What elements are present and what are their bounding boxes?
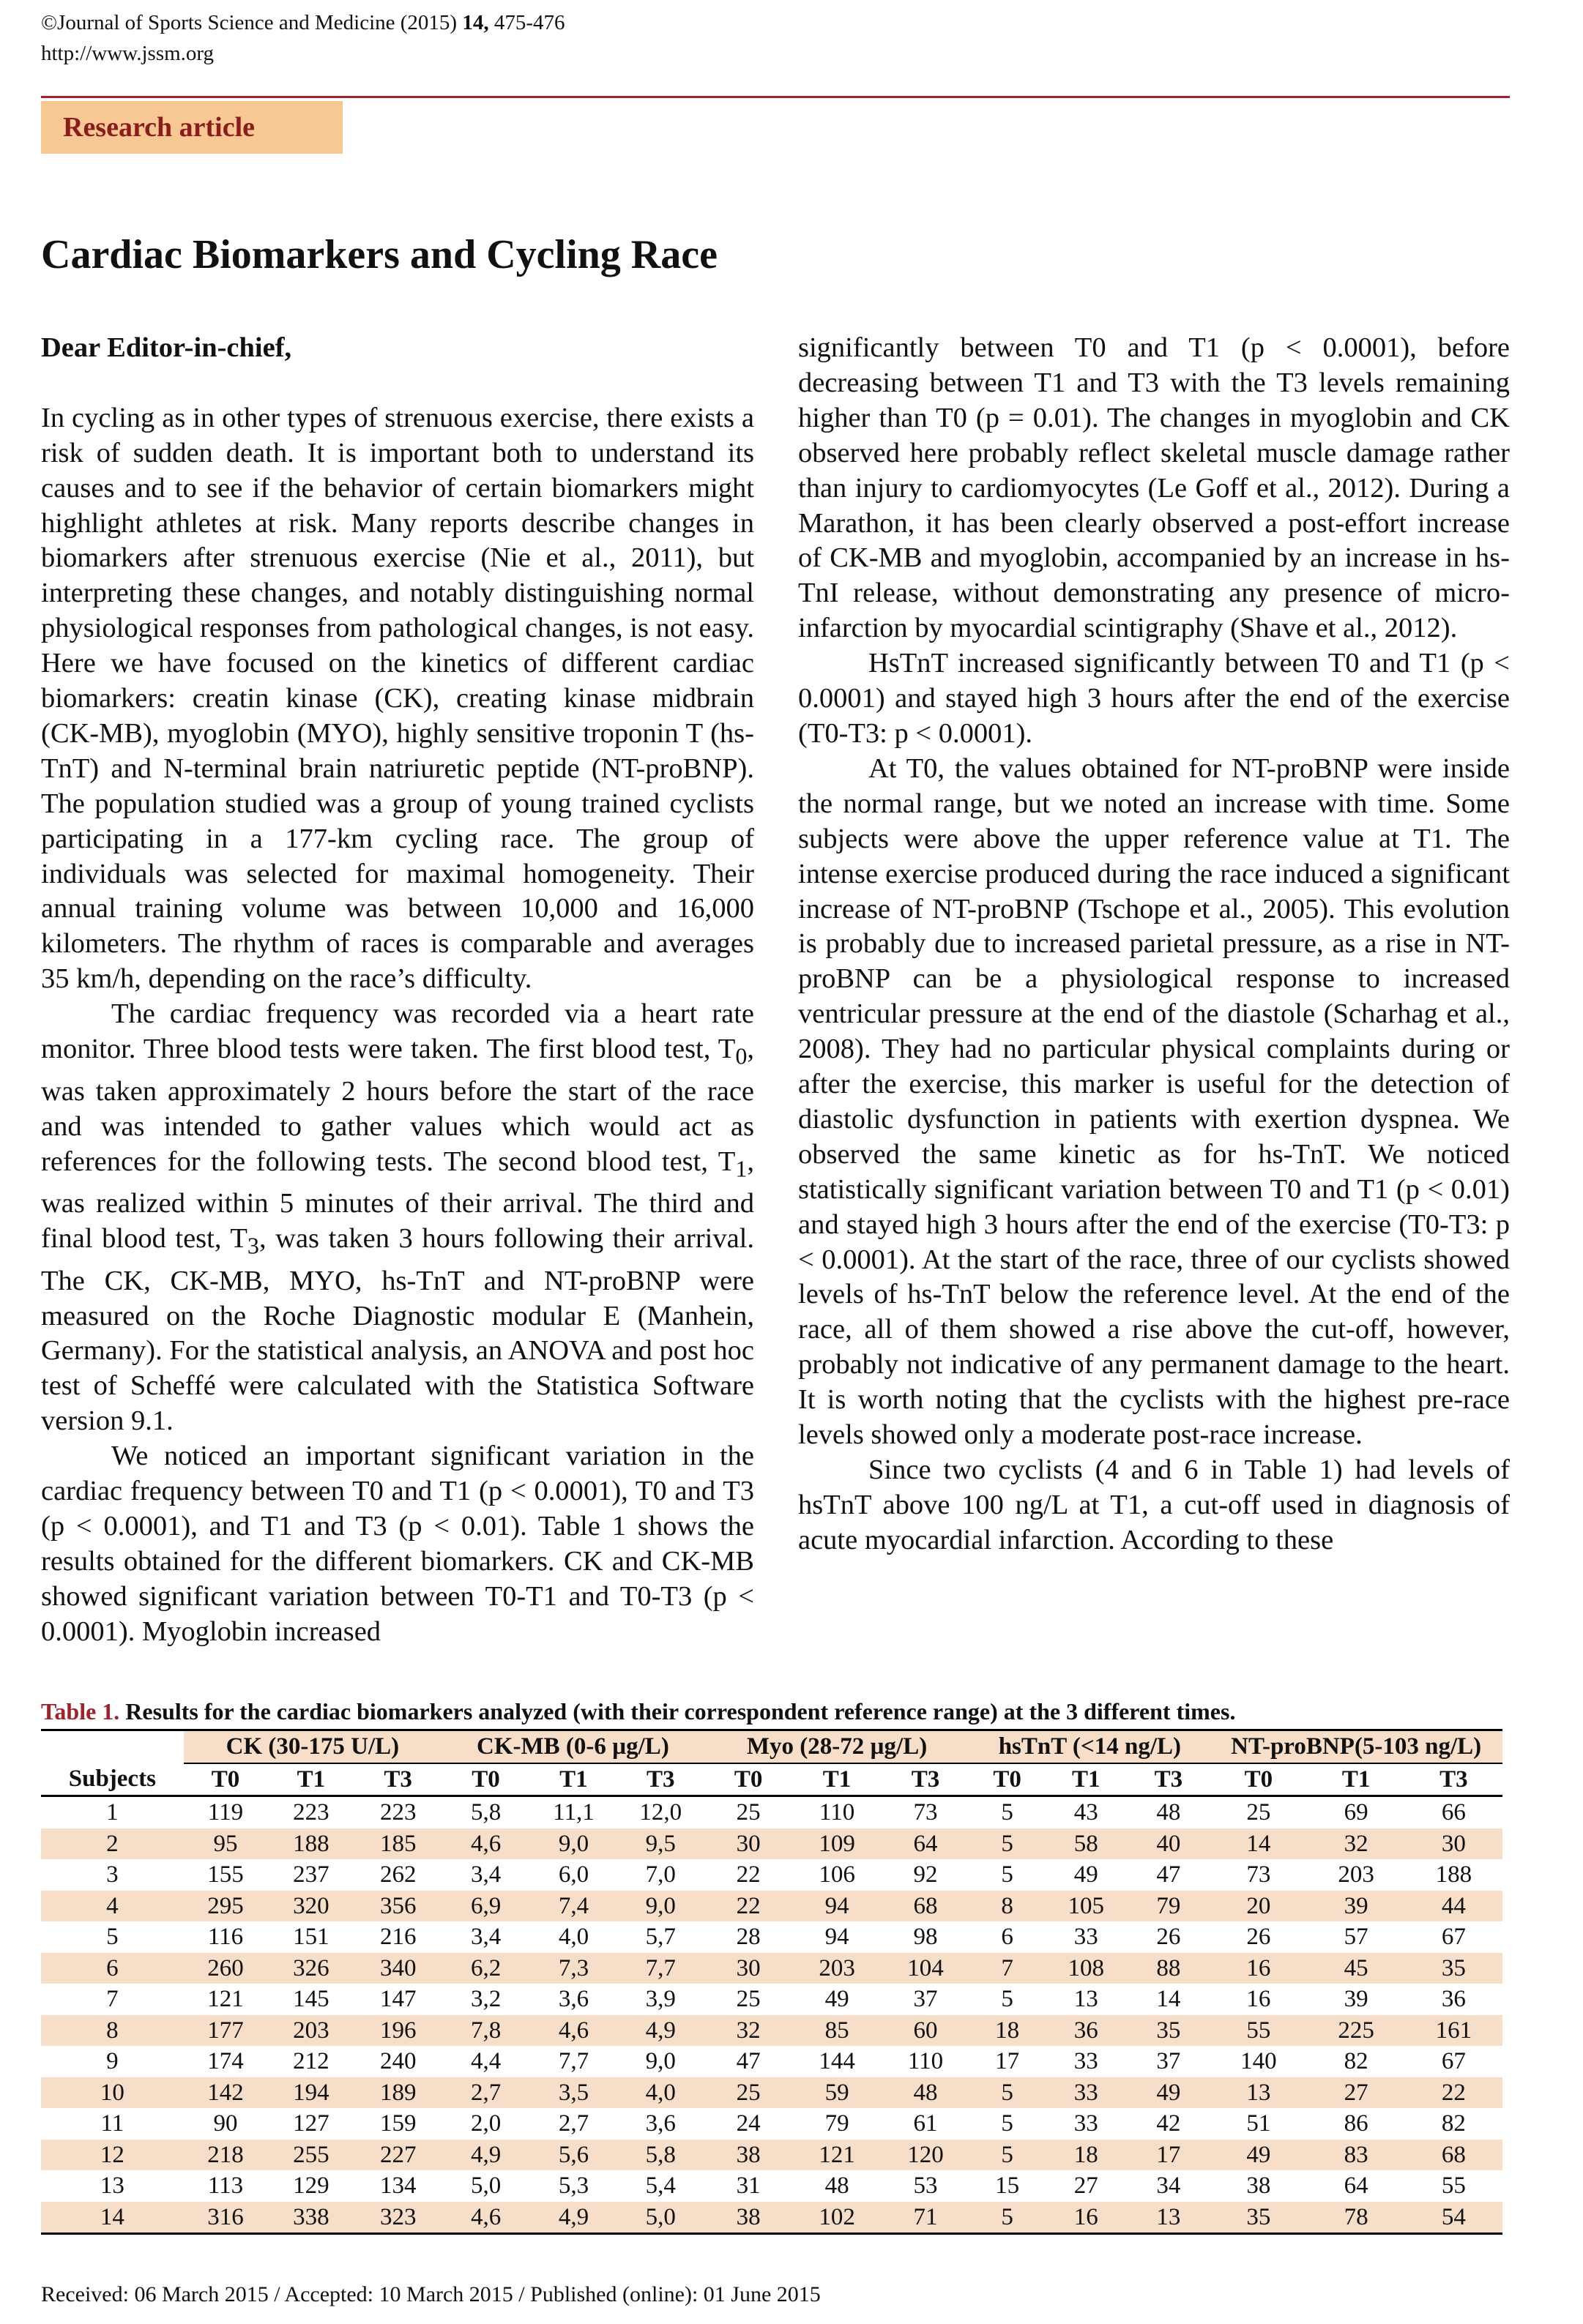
table-cell: 66 bbox=[1441, 1799, 1466, 1826]
table-cell: 25 bbox=[704, 2077, 793, 2109]
table-cell: 68 bbox=[882, 1891, 970, 1922]
table-cell: 194 bbox=[267, 2077, 354, 2109]
table-cell: 13 bbox=[1128, 2202, 1210, 2234]
column-header: T3 bbox=[1128, 1763, 1210, 1796]
table-cell: 7 bbox=[969, 1953, 1044, 1984]
table-cell: 5,7 bbox=[645, 1924, 676, 1951]
table-cell: 5 bbox=[969, 2077, 1044, 2109]
table-cell: 13 bbox=[1073, 1986, 1098, 2013]
table-cell: 340 bbox=[354, 1953, 442, 1984]
table-cell: 9,0 bbox=[617, 1891, 704, 1922]
table-cell: 147 bbox=[379, 1986, 417, 2013]
table-cell: 30 bbox=[1405, 1828, 1502, 1860]
table-cell: 31 bbox=[736, 2172, 761, 2200]
table-cell: 47 bbox=[736, 2048, 761, 2075]
table-cell: 2,0 bbox=[470, 2110, 502, 2137]
table-cell: 134 bbox=[379, 2172, 417, 2200]
table-cell: 225 bbox=[1307, 2015, 1404, 2047]
table-cell: 14 bbox=[1156, 1986, 1181, 2013]
table-cell: 5,8 bbox=[470, 1799, 502, 1826]
table-cell: 48 bbox=[882, 2077, 970, 2109]
table-cell: 260 bbox=[184, 1953, 268, 1984]
table-cell: 3,2 bbox=[470, 1986, 502, 2013]
column-header: Subjects bbox=[41, 1763, 184, 1796]
table-cell: 4,9 bbox=[617, 2015, 704, 2047]
column-header: T0 bbox=[442, 1763, 530, 1796]
table-cell: 33 bbox=[1073, 1924, 1098, 1951]
table-cell: 4,0 bbox=[617, 2077, 704, 2109]
table-cell: 188 bbox=[1435, 1861, 1472, 1888]
table-cell: 3,9 bbox=[645, 1986, 676, 2013]
paragraph: We noticed an important significant variation in the cardiac frequency between T0 and T1 (p < 0.0001), T0 and T3 (p < 0.0001), and T1 and T3 (p < 0.01). Table 1 shows the results obtained for the different biomarkers. CK and CK-MB showed significant variation between T0-T1 and T0-T3 (p < 0.0001). Myoglobin increased bbox=[41, 1441, 754, 1647]
paragraph: At T0, the values obtained for NT-proBNP were inside the normal range, but we noted an increase with time. Some subjects were above the upper reference value at T1. The intense exercise produced during the race induced a significant increase of NT-proBNP (Tschope et al., 2005). This evolution is probably due to increased parietal pressure, as a rise in NT-proBNP can be a physiological response to increased ventricular pressure at the end of the diastole (Scharhag et al., 2008). They had no particular physical complaints during or after the exercise, this marker is useful for the detection of diastolic dysfunction in patients with exertion dyspnea. We observed the same kinetic as for hs-TnT. We noticed statistically significant variation between T0 and T1 (p < 0.01) and stayed high 3 hours after the end of the exercise (T0-T3: p < 0.0001). At the start of the race, three of our cyclists showed levels of hs-TnT below the reference level. At the end of the race, all of them showed a rise above the cut-off, however, probably not indicative of any permanent damage to the heart. It is worth noting that the cyclists with the highest pre-race levels showed only a moderate post-race increase. bbox=[798, 752, 1510, 1451]
table-cell: 113 bbox=[207, 2172, 244, 2200]
column-header: T0 bbox=[1210, 1763, 1307, 1796]
table-cell: 188 bbox=[267, 1828, 354, 1860]
subject-id-cell: 10 bbox=[41, 2077, 184, 2109]
table-cell: 30 bbox=[704, 1953, 793, 1984]
table-cell: 35 bbox=[1210, 2202, 1307, 2234]
table-cell: 326 bbox=[267, 1953, 354, 1984]
table-cell: 320 bbox=[267, 1891, 354, 1922]
table-cell: 38 bbox=[704, 2140, 793, 2171]
table-cell: 9,5 bbox=[617, 1828, 704, 1860]
biomarker-table bbox=[41, 1729, 1502, 2235]
table-cell: 51 bbox=[1246, 2110, 1271, 2137]
table-cell: 212 bbox=[293, 2048, 329, 2075]
table-cell: 14 bbox=[1210, 1828, 1307, 1860]
table-cell: 106 bbox=[819, 1861, 855, 1888]
table-cell: 32 bbox=[704, 2015, 793, 2047]
table-cell: 86 bbox=[1344, 2110, 1368, 2137]
table-cell: 33 bbox=[1045, 2077, 1128, 2109]
table-cell: 295 bbox=[184, 1891, 268, 1922]
table-cell: 4,9 bbox=[442, 2140, 530, 2171]
column-header: T1 bbox=[530, 1763, 617, 1796]
column-header: T0 bbox=[184, 1763, 268, 1796]
left-column bbox=[41, 331, 754, 1650]
column-header: T3 bbox=[882, 1763, 970, 1796]
table-cell: 71 bbox=[882, 2202, 970, 2234]
table-cell: 338 bbox=[267, 2202, 354, 2234]
table-cell: 60 bbox=[882, 2015, 970, 2047]
table-cell: 119 bbox=[207, 1799, 244, 1826]
table-cell: 43 bbox=[1073, 1799, 1098, 1826]
table-cell: 39 bbox=[1344, 1986, 1368, 2013]
table-cell: 105 bbox=[1045, 1891, 1128, 1922]
table-cell: 5,8 bbox=[617, 2140, 704, 2171]
paragraph: Since two cyclists (4 and 6 in Table 1) had levels of hsTnT above 100 ng/L at T1, a cut-off used in diagnosis of acute myocardial infarction. According to these bbox=[798, 1454, 1510, 1555]
table-label: Table 1. bbox=[41, 1698, 120, 1725]
table-cell: 3,6 bbox=[645, 2110, 676, 2137]
table-cell: 79 bbox=[1128, 1891, 1210, 1922]
table-cell: 33 bbox=[1073, 2110, 1098, 2137]
table-row bbox=[41, 2015, 1502, 2047]
table-cell: 4,6 bbox=[530, 2015, 617, 2047]
table-row bbox=[41, 2046, 1502, 2077]
table-cell: 94 bbox=[793, 1891, 882, 1922]
table-cell: 95 bbox=[184, 1828, 268, 1860]
table-cell: 110 bbox=[907, 2048, 944, 2075]
column-group-header: hsTnT (<14 ng/L) bbox=[969, 1730, 1210, 1763]
table-cell: 9,0 bbox=[530, 1828, 617, 1860]
table-cell: 49 bbox=[1073, 1861, 1098, 1888]
table-cell: 18 bbox=[1045, 2140, 1128, 2171]
table-row bbox=[41, 1921, 1502, 1953]
subject-id-cell: 12 bbox=[41, 2140, 184, 2171]
column-group-header: CK-MB (0-6 µg/L) bbox=[442, 1730, 704, 1763]
table-cell: 55 bbox=[1210, 2015, 1307, 2047]
table-cell: 5 bbox=[1001, 1861, 1013, 1888]
table-cell: 27 bbox=[1073, 2172, 1098, 2200]
table-cell: 110 bbox=[819, 1799, 855, 1826]
table-cell: 15 bbox=[995, 2172, 1020, 2200]
journal-header bbox=[41, 7, 565, 69]
table-cell: 49 bbox=[1128, 2077, 1210, 2109]
table-cell: 108 bbox=[1045, 1953, 1128, 1984]
table-cell: 32 bbox=[1307, 1828, 1404, 1860]
table-cell: 47 bbox=[1156, 1861, 1181, 1888]
table-cell: 2,7 bbox=[558, 2110, 589, 2137]
table-cell: 129 bbox=[293, 2172, 329, 2200]
table-cell: 85 bbox=[793, 2015, 882, 2047]
column-header: T3 bbox=[1405, 1763, 1502, 1796]
table-cell: 216 bbox=[379, 1924, 417, 1951]
subject-id-cell: 5 bbox=[106, 1924, 119, 1951]
table-cell: 55 bbox=[1441, 2172, 1466, 2200]
table-cell: 11,1 bbox=[553, 1799, 595, 1826]
table-cell: 64 bbox=[882, 1828, 970, 1860]
table-cell: 127 bbox=[293, 2110, 329, 2137]
table-cell: 120 bbox=[882, 2140, 970, 2171]
table-cell: 159 bbox=[379, 2110, 417, 2137]
table-cell: 73 bbox=[1246, 1861, 1271, 1888]
table-cell: 3,6 bbox=[558, 1986, 589, 2013]
table-cell: 255 bbox=[267, 2140, 354, 2171]
table-cell: 6,9 bbox=[442, 1891, 530, 1922]
subject-id-cell: 13 bbox=[100, 2172, 124, 2200]
subject-id-cell: 3 bbox=[106, 1861, 119, 1888]
column-header: T0 bbox=[704, 1763, 793, 1796]
table-cell: 35 bbox=[1405, 1953, 1502, 1984]
table-cell: 68 bbox=[1405, 2140, 1502, 2171]
table-cell: 116 bbox=[207, 1924, 244, 1951]
table-corner bbox=[41, 1730, 184, 1763]
table-cell: 7,4 bbox=[530, 1891, 617, 1922]
right-column bbox=[798, 331, 1510, 1558]
table-group-header-row bbox=[41, 1730, 1502, 1763]
table-cell: 7,7 bbox=[617, 1953, 704, 1984]
table-cell: 44 bbox=[1405, 1891, 1502, 1922]
table-cell: 36 bbox=[1441, 1986, 1466, 2013]
table-cell: 8 bbox=[969, 1891, 1044, 1922]
table-body bbox=[41, 1796, 1502, 2234]
table-cell: 12,0 bbox=[639, 1799, 682, 1826]
table-cell: 151 bbox=[293, 1924, 329, 1951]
subject-id-cell: 8 bbox=[41, 2015, 184, 2047]
table-cell: 218 bbox=[184, 2140, 268, 2171]
table-cell: 223 bbox=[293, 1799, 329, 1826]
table-row bbox=[41, 1984, 1502, 2015]
table-row bbox=[41, 1828, 1502, 1860]
table-cell: 140 bbox=[1240, 2048, 1277, 2075]
table-cell: 49 bbox=[824, 1986, 849, 2013]
table-cell: 3,4 bbox=[470, 1861, 502, 1888]
table-cell: 45 bbox=[1307, 1953, 1404, 1984]
table-cell: 121 bbox=[793, 2140, 882, 2171]
table-cell: 25 bbox=[736, 1799, 761, 1826]
subject-id-cell: 14 bbox=[41, 2202, 184, 2234]
table-cell: 36 bbox=[1045, 2015, 1128, 2047]
column-group-header: CK (30-175 U/L) bbox=[184, 1730, 442, 1763]
table-cell: 161 bbox=[1405, 2015, 1502, 2047]
table-cell: 48 bbox=[1156, 1799, 1181, 1826]
table-cell: 5 bbox=[969, 2140, 1044, 2171]
table-cell: 40 bbox=[1128, 1828, 1210, 1860]
table-cell: 58 bbox=[1045, 1828, 1128, 1860]
table-cell: 24 bbox=[736, 2110, 761, 2137]
table-cell: 17 bbox=[1128, 2140, 1210, 2171]
table-cell: 27 bbox=[1307, 2077, 1404, 2109]
table-cell: 61 bbox=[913, 2110, 938, 2137]
table-cell: 5,0 bbox=[470, 2172, 502, 2200]
table-cell: 20 bbox=[1210, 1891, 1307, 1922]
table-row bbox=[41, 2077, 1502, 2109]
subject-id-cell: 4 bbox=[41, 1891, 184, 1922]
table-cell: 16 bbox=[1045, 2202, 1128, 2234]
table-cell: 82 bbox=[1344, 2048, 1368, 2075]
subject-id-cell: 2 bbox=[41, 1828, 184, 1860]
table-cell: 79 bbox=[824, 2110, 849, 2137]
table-caption: Table 1. Results for the cardiac biomarkers analyzed (with their correspondent reference range) at the 3 different times. bbox=[41, 1698, 1236, 1725]
table-cell: 38 bbox=[704, 2202, 793, 2234]
table-row bbox=[41, 2170, 1502, 2202]
table-cell: 94 bbox=[824, 1924, 849, 1951]
column-header: T1 bbox=[1307, 1763, 1404, 1796]
table-cell: 30 bbox=[704, 1828, 793, 1860]
table-cell: 69 bbox=[1344, 1799, 1368, 1826]
table-cell: 54 bbox=[1405, 2202, 1502, 2234]
table-cell: 4,0 bbox=[558, 1924, 589, 1951]
table-cell: 144 bbox=[819, 2048, 855, 2075]
table-cell: 13 bbox=[1210, 2077, 1307, 2109]
table-cell: 189 bbox=[354, 2077, 442, 2109]
table-cell: 4,6 bbox=[442, 1828, 530, 1860]
table-cell: 240 bbox=[379, 2048, 417, 2075]
table-cell: 174 bbox=[207, 2048, 244, 2075]
table-cell: 177 bbox=[184, 2015, 268, 2047]
table-cell: 155 bbox=[207, 1861, 244, 1888]
table-cell: 102 bbox=[793, 2202, 882, 2234]
table-cell: 3,5 bbox=[530, 2077, 617, 2109]
table-cell: 34 bbox=[1156, 2172, 1181, 2200]
table-cell: 203 bbox=[1338, 1861, 1374, 1888]
table-cell: 356 bbox=[354, 1891, 442, 1922]
table-cell: 203 bbox=[793, 1953, 882, 1984]
table-cell: 6 bbox=[1001, 1924, 1013, 1951]
table-cell: 7,8 bbox=[442, 2015, 530, 2047]
table-cell: 64 bbox=[1344, 2172, 1368, 2200]
table-cell: 73 bbox=[913, 1799, 938, 1826]
table-cell: 185 bbox=[354, 1828, 442, 1860]
table-cell: 5 bbox=[1001, 2110, 1013, 2137]
table-cell: 6,2 bbox=[442, 1953, 530, 1984]
column-header: T1 bbox=[1045, 1763, 1128, 1796]
table-row bbox=[41, 2140, 1502, 2171]
table-cell: 78 bbox=[1307, 2202, 1404, 2234]
table-row bbox=[41, 1953, 1502, 1984]
table-cell: 83 bbox=[1307, 2140, 1404, 2171]
table-cell: 22 bbox=[736, 1861, 761, 1888]
table-cell: 5,3 bbox=[558, 2172, 589, 2200]
table-cell: 35 bbox=[1128, 2015, 1210, 2047]
table-row bbox=[41, 2108, 1502, 2140]
column-group-header: Myo (28-72 µg/L) bbox=[704, 1730, 970, 1763]
paragraph: significantly between T0 and T1 (p < 0.0001), before decreasing between T1 and T3 with the T3 levels remaining higher than T0 (p = 0.01). The changes in myoglobin and CK observed here probably reflect skeletal muscle damage rather than injury to cardiomyocytes (Le Goff et al., 2012). During a Marathon, it has been clearly observed a post-effort increase of CK-MB and myoglobin, accompanied by an increase in hs-TnI release, without demonstrating any presence of micro-infarction by myocardial scintigraphy (Shave et al., 2012). bbox=[798, 332, 1510, 644]
table-cell: 82 bbox=[1441, 2110, 1466, 2137]
article-title: Cardiac Biomarkers and Cycling Race bbox=[41, 232, 718, 277]
table-cell: 48 bbox=[824, 2172, 849, 2200]
table-cell: 203 bbox=[267, 2015, 354, 2047]
table-cell: 25 bbox=[736, 1986, 761, 2013]
table-cell: 16 bbox=[1210, 1953, 1307, 1984]
table-cell: 5,0 bbox=[617, 2202, 704, 2234]
column-header: T3 bbox=[617, 1763, 704, 1796]
subject-id-cell: 7 bbox=[106, 1986, 119, 2013]
table-cell: 104 bbox=[882, 1953, 970, 1984]
paragraph: In cycling as in other types of strenuous exercise, there exists a risk of sudden death. It is important both to understand its causes and to see if the behavior of certain biomarkers might highlight athletes at risk. Many reports describe changes in biomarkers after strenuous exercise (Nie et al., 2011), but interpreting these changes, and notably distinguishing normal physiological responses from pathological changes, is not easy. Here we have focused on the kinetics of different cardiac biomarkers: creatin kinase (CK), creating kinase midbrain (CK-MB), myoglobin (MYO), highly sensitive troponin T (hs-TnT) and N-terminal brain natriuretic peptide (NT-proBNP). The population studied was a group of young trained cyclists participating in a 177-km cycling race. The group of individuals was selected for maximal homogeneity. Their annual training volume was between 10,000 and 16,000 kilometers. The rhythm of races is comparable and averages 35 km/h, depending on the race’s difficulty. bbox=[41, 402, 754, 995]
column-header: T1 bbox=[793, 1763, 882, 1796]
publication-dates: Received: 06 March 2015 / Accepted: 10 March 2015 / Published (online): 01 June 2015 bbox=[41, 2282, 821, 2306]
table-cell: 67 bbox=[1441, 1924, 1466, 1951]
column-group-header: NT-proBNP(5-103 ng/L) bbox=[1210, 1730, 1502, 1763]
subject-id-cell: 9 bbox=[106, 2048, 119, 2075]
table-cell: 121 bbox=[207, 1986, 244, 2013]
journal-url[interactable]: http://www.jssm.org bbox=[41, 42, 215, 65]
table-cell: 25 bbox=[1246, 1799, 1271, 1826]
table-cell: 316 bbox=[184, 2202, 268, 2234]
table-cell: 88 bbox=[1128, 1953, 1210, 1984]
table-cell: 6,0 bbox=[558, 1861, 589, 1888]
table-cell: 17 bbox=[995, 2048, 1020, 2075]
table-cell: 49 bbox=[1210, 2140, 1307, 2171]
table-row bbox=[41, 1891, 1502, 1922]
table-row bbox=[41, 2202, 1502, 2234]
table-cell: 98 bbox=[913, 1924, 938, 1951]
table-cell: 4,4 bbox=[470, 2048, 502, 2075]
table-cell: 7,0 bbox=[645, 1861, 676, 1888]
table-cell: 223 bbox=[379, 1799, 417, 1826]
paragraph: HsTnT increased significantly between T0 and T1 (p < 0.0001) and stayed high 3 hours after the end of the exercise (T0-T3: p < 0.0001). bbox=[798, 648, 1510, 749]
table-cell: 57 bbox=[1344, 1924, 1368, 1951]
table-cell: 42 bbox=[1156, 2110, 1181, 2137]
table-row bbox=[41, 1859, 1502, 1891]
article-type-badge: Research article bbox=[41, 101, 343, 154]
table-cell: 5 bbox=[969, 1828, 1044, 1860]
table-cell: 5 bbox=[969, 2202, 1044, 2234]
table-cell: 5 bbox=[1001, 1986, 1013, 2013]
table-cell: 16 bbox=[1246, 1986, 1271, 2013]
table-cell: 90 bbox=[213, 2110, 238, 2137]
table-cell: 262 bbox=[379, 1861, 417, 1888]
table-cell: 38 bbox=[1246, 2172, 1271, 2200]
table-cell: 196 bbox=[354, 2015, 442, 2047]
table-cell: 92 bbox=[913, 1861, 938, 1888]
journal-citation: ©Journal of Sports Science and Medicine (2015) 14, 475-476 bbox=[41, 11, 565, 34]
table-time-header-row bbox=[41, 1763, 1502, 1796]
table-cell: 28 bbox=[736, 1924, 761, 1951]
column-header: T0 bbox=[969, 1763, 1044, 1796]
table-cell: 109 bbox=[793, 1828, 882, 1860]
column-header: T1 bbox=[267, 1763, 354, 1796]
table-cell: 53 bbox=[913, 2172, 938, 2200]
table-cell: 26 bbox=[1246, 1924, 1271, 1951]
table-cell: 22 bbox=[704, 1891, 793, 1922]
table-cell: 4,6 bbox=[442, 2202, 530, 2234]
table-cell: 9,0 bbox=[645, 2048, 676, 2075]
table-cell: 145 bbox=[293, 1986, 329, 2013]
table-cell: 4,9 bbox=[530, 2202, 617, 2234]
table-cell: 39 bbox=[1307, 1891, 1404, 1922]
salutation: Dear Editor-in-chief, bbox=[41, 332, 292, 363]
table-cell: 142 bbox=[184, 2077, 268, 2109]
header-divider bbox=[41, 96, 1510, 98]
table-cell: 37 bbox=[913, 1986, 938, 2013]
table-cell: 5,6 bbox=[530, 2140, 617, 2171]
table-cell: 2,7 bbox=[442, 2077, 530, 2109]
subject-id-cell: 6 bbox=[41, 1953, 184, 1984]
table-cell: 18 bbox=[969, 2015, 1044, 2047]
table-cell: 7,7 bbox=[558, 2048, 589, 2075]
table-cell: 5 bbox=[1001, 1799, 1013, 1826]
table-cell: 26 bbox=[1156, 1924, 1181, 1951]
table-cell: 67 bbox=[1441, 2048, 1466, 2075]
table-cell: 7,3 bbox=[530, 1953, 617, 1984]
column-header: T3 bbox=[354, 1763, 442, 1796]
table-cell: 22 bbox=[1405, 2077, 1502, 2109]
paragraph: The cardiac frequency was recorded via a heart rate monitor. Three blood tests were taken. The first blood test, $T_0$, was taken approximately 2 hours before the start of the race and was intended to gather values which would act as references for the following tests. The second blood test, $T_1$, was realized within 5 minutes of their arrival. The third and final blood test, $T_3$, was taken 3 hours following their arrival. The CK, CK-MB, MYO, hs-TnT and NT-proBNP were measured on the Roche Diagnostic modular E (Manhein, Germany). For the statistical analysis, an ANOVA and post hoc test of Scheffé were calculated with the Statistica Software version 9.1. bbox=[41, 998, 754, 1437]
table-cell: 59 bbox=[793, 2077, 882, 2109]
table-cell: 237 bbox=[293, 1861, 329, 1888]
table-cell: 37 bbox=[1156, 2048, 1181, 2075]
table-cell: 227 bbox=[354, 2140, 442, 2171]
subject-id-cell: 1 bbox=[106, 1799, 119, 1826]
table-row bbox=[41, 1796, 1502, 1828]
table-cell: 5,4 bbox=[645, 2172, 676, 2200]
table-cell: 323 bbox=[354, 2202, 442, 2234]
table-cell: 3,4 bbox=[470, 1924, 502, 1951]
subject-id-cell: 11 bbox=[100, 2110, 124, 2137]
table-cell: 33 bbox=[1073, 2048, 1098, 2075]
